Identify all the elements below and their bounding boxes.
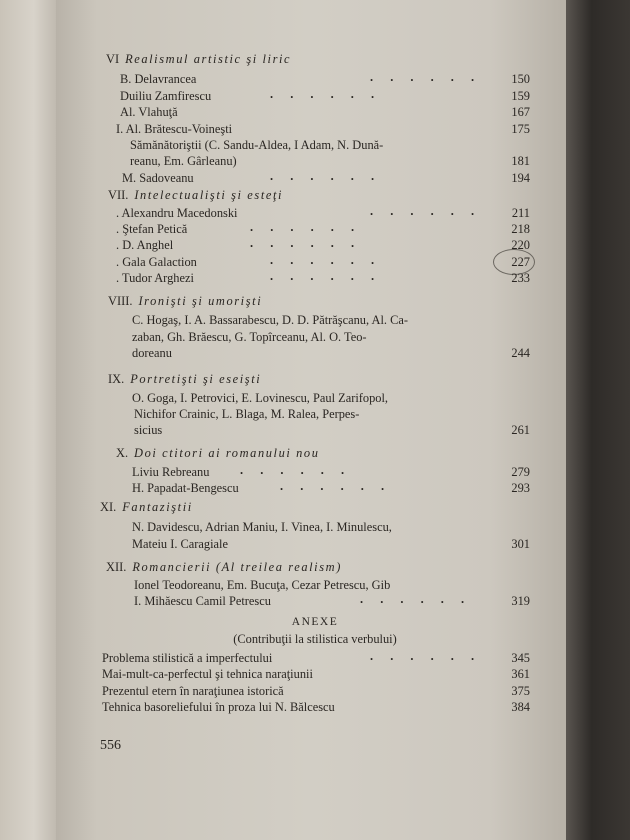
section-title: Intelectualişti şi esteţi [134, 188, 284, 202]
page-number: 150 [511, 72, 530, 86]
page-number: 181 [511, 154, 530, 168]
section-title: Romancierii (Al treilea realism) [132, 560, 342, 574]
toc-entry: Prezentul etern în naraţiunea istorică [102, 684, 284, 698]
toc-entry-line: zaban, Gh. Brăescu, G. Topîrceanu, Al. O. Teo- [132, 330, 367, 344]
toc-entry: Duiliu Zamfirescu [120, 89, 212, 103]
page-number: 194 [511, 171, 530, 185]
annex-heading: ANEXE [291, 616, 339, 628]
toc-entry-line: reanu, Em. Gârleanu) [130, 154, 237, 168]
dot-leader: . . . . . . [250, 236, 362, 250]
section-number: IX. [108, 372, 125, 386]
page-number: 375 [511, 684, 530, 698]
page-number: 244 [511, 346, 530, 360]
toc-entry-line: O. Goga, I. Petrovici, E. Lovinescu, Paul Zarifopol, [132, 391, 389, 405]
section-title: Fantaziştii [122, 500, 193, 514]
toc-entry-line: Ionel Teodoreanu, Em. Bucuţa, Cezar Petrescu, Gib [134, 578, 391, 592]
dot-leader: . . . . . . [240, 463, 352, 477]
page-number: 301 [511, 537, 530, 551]
toc-entry: Problema stilistică a imperfectului [102, 651, 273, 665]
toc-entry: Mai-mult-ca-perfectul şi tehnica naraţiunii [102, 667, 313, 681]
page-number: 211 [511, 206, 530, 220]
toc-entry: M. Sadoveanu [122, 171, 194, 185]
page-number: 261 [511, 423, 530, 437]
toc-entry: Tehnica basoreliefului în proza lui N. Bălcescu [102, 700, 335, 714]
page-number: 159 [511, 89, 530, 103]
page-edge-shadow [566, 0, 630, 840]
toc-entry: Al. Vlahuţă [120, 105, 178, 119]
section-title: Ironişti şi umorişti [138, 294, 263, 308]
dot-leader: . . . . . . [280, 479, 392, 493]
page-number: 167 [511, 105, 530, 119]
dot-leader: . . . . . . [360, 592, 472, 606]
section-number: XI. [100, 500, 117, 514]
annex-subtitle: (Contribuţii la stilistica verbului) [233, 632, 397, 646]
dot-leader: . . . . . . [370, 70, 482, 84]
section-number: VIII. [108, 294, 133, 308]
toc-entry: . D. Anghel [116, 238, 174, 252]
section-title: Doi ctitori ai romanului nou [134, 446, 320, 460]
dot-leader: . . . . . . [370, 649, 482, 663]
dot-leader: . . . . . . [270, 269, 382, 283]
section-number: VI [106, 52, 120, 66]
toc-entry: . Gala Galaction [116, 255, 197, 269]
toc-entry: B. Delavrancea [120, 72, 197, 86]
toc-entry-line: C. Hogaş, I. A. Bassarabescu, D. D. Pătrăşcanu, Al. Ca- [132, 313, 408, 327]
page-number: 218 [511, 222, 530, 236]
toc-entry-line: doreanu [132, 346, 172, 360]
dot-leader: . . . . . . [270, 169, 382, 183]
dot-leader: . . . . . . [370, 204, 482, 218]
folio-page-number: 556 [100, 738, 121, 753]
page-number: 293 [511, 481, 530, 495]
toc-entry: . Alexandru Macedonski [116, 206, 238, 220]
section-title: Realismul artistic şi liric [125, 52, 292, 66]
toc-entry-line: Mateiu I. Caragiale [132, 537, 228, 551]
toc-entry: H. Papadat-Bengescu [132, 481, 239, 495]
toc-entry-line: Sămănătoriştii (C. Sandu-Aldea, I Adam, N. Dună- [130, 138, 384, 152]
page-number: 384 [511, 700, 530, 714]
section-number: XII. [106, 560, 127, 574]
book-spine [0, 0, 56, 840]
section-heading [108, 294, 262, 309]
page-number: 233 [511, 271, 530, 285]
toc-entry-line: N. Davidescu, Adrian Maniu, I. Vinea, I. Minulescu, [132, 520, 392, 534]
page-number: 345 [511, 651, 530, 665]
page-number: 227 [511, 255, 530, 269]
dot-leader: . . . . . . [250, 220, 362, 234]
toc-entry: Liviu Rebreanu [132, 465, 210, 479]
section-heading [108, 372, 261, 387]
section-number: VII. [108, 188, 129, 202]
toc-entry: . Tudor Arghezi [116, 271, 194, 285]
toc-entry: I. Al. Brătescu-Voineşti [116, 122, 233, 136]
section-heading [106, 560, 342, 575]
page-number: 279 [511, 465, 530, 479]
page-number: 220 [511, 238, 530, 252]
dot-leader: . . . . . . [270, 87, 382, 101]
page-number: 319 [511, 594, 530, 608]
toc-entry-line: sicius [134, 423, 163, 437]
section-heading [116, 446, 320, 461]
section-heading [108, 188, 283, 203]
page-number: 175 [511, 122, 530, 136]
section-title: Portretişti şi eseişti [130, 372, 262, 386]
section-number: X. [116, 446, 129, 460]
section-heading [106, 52, 291, 67]
dot-leader: . . . . . . [270, 253, 382, 267]
toc-entry: . Ştefan Petică [116, 222, 188, 236]
toc-entry-line: I. Mihăescu Camil Petrescu [134, 594, 271, 608]
page-number: 361 [511, 667, 530, 681]
section-heading [100, 500, 193, 515]
toc-entry-line: Nichifor Crainic, L. Blaga, M. Ralea, Perpes- [134, 407, 360, 421]
